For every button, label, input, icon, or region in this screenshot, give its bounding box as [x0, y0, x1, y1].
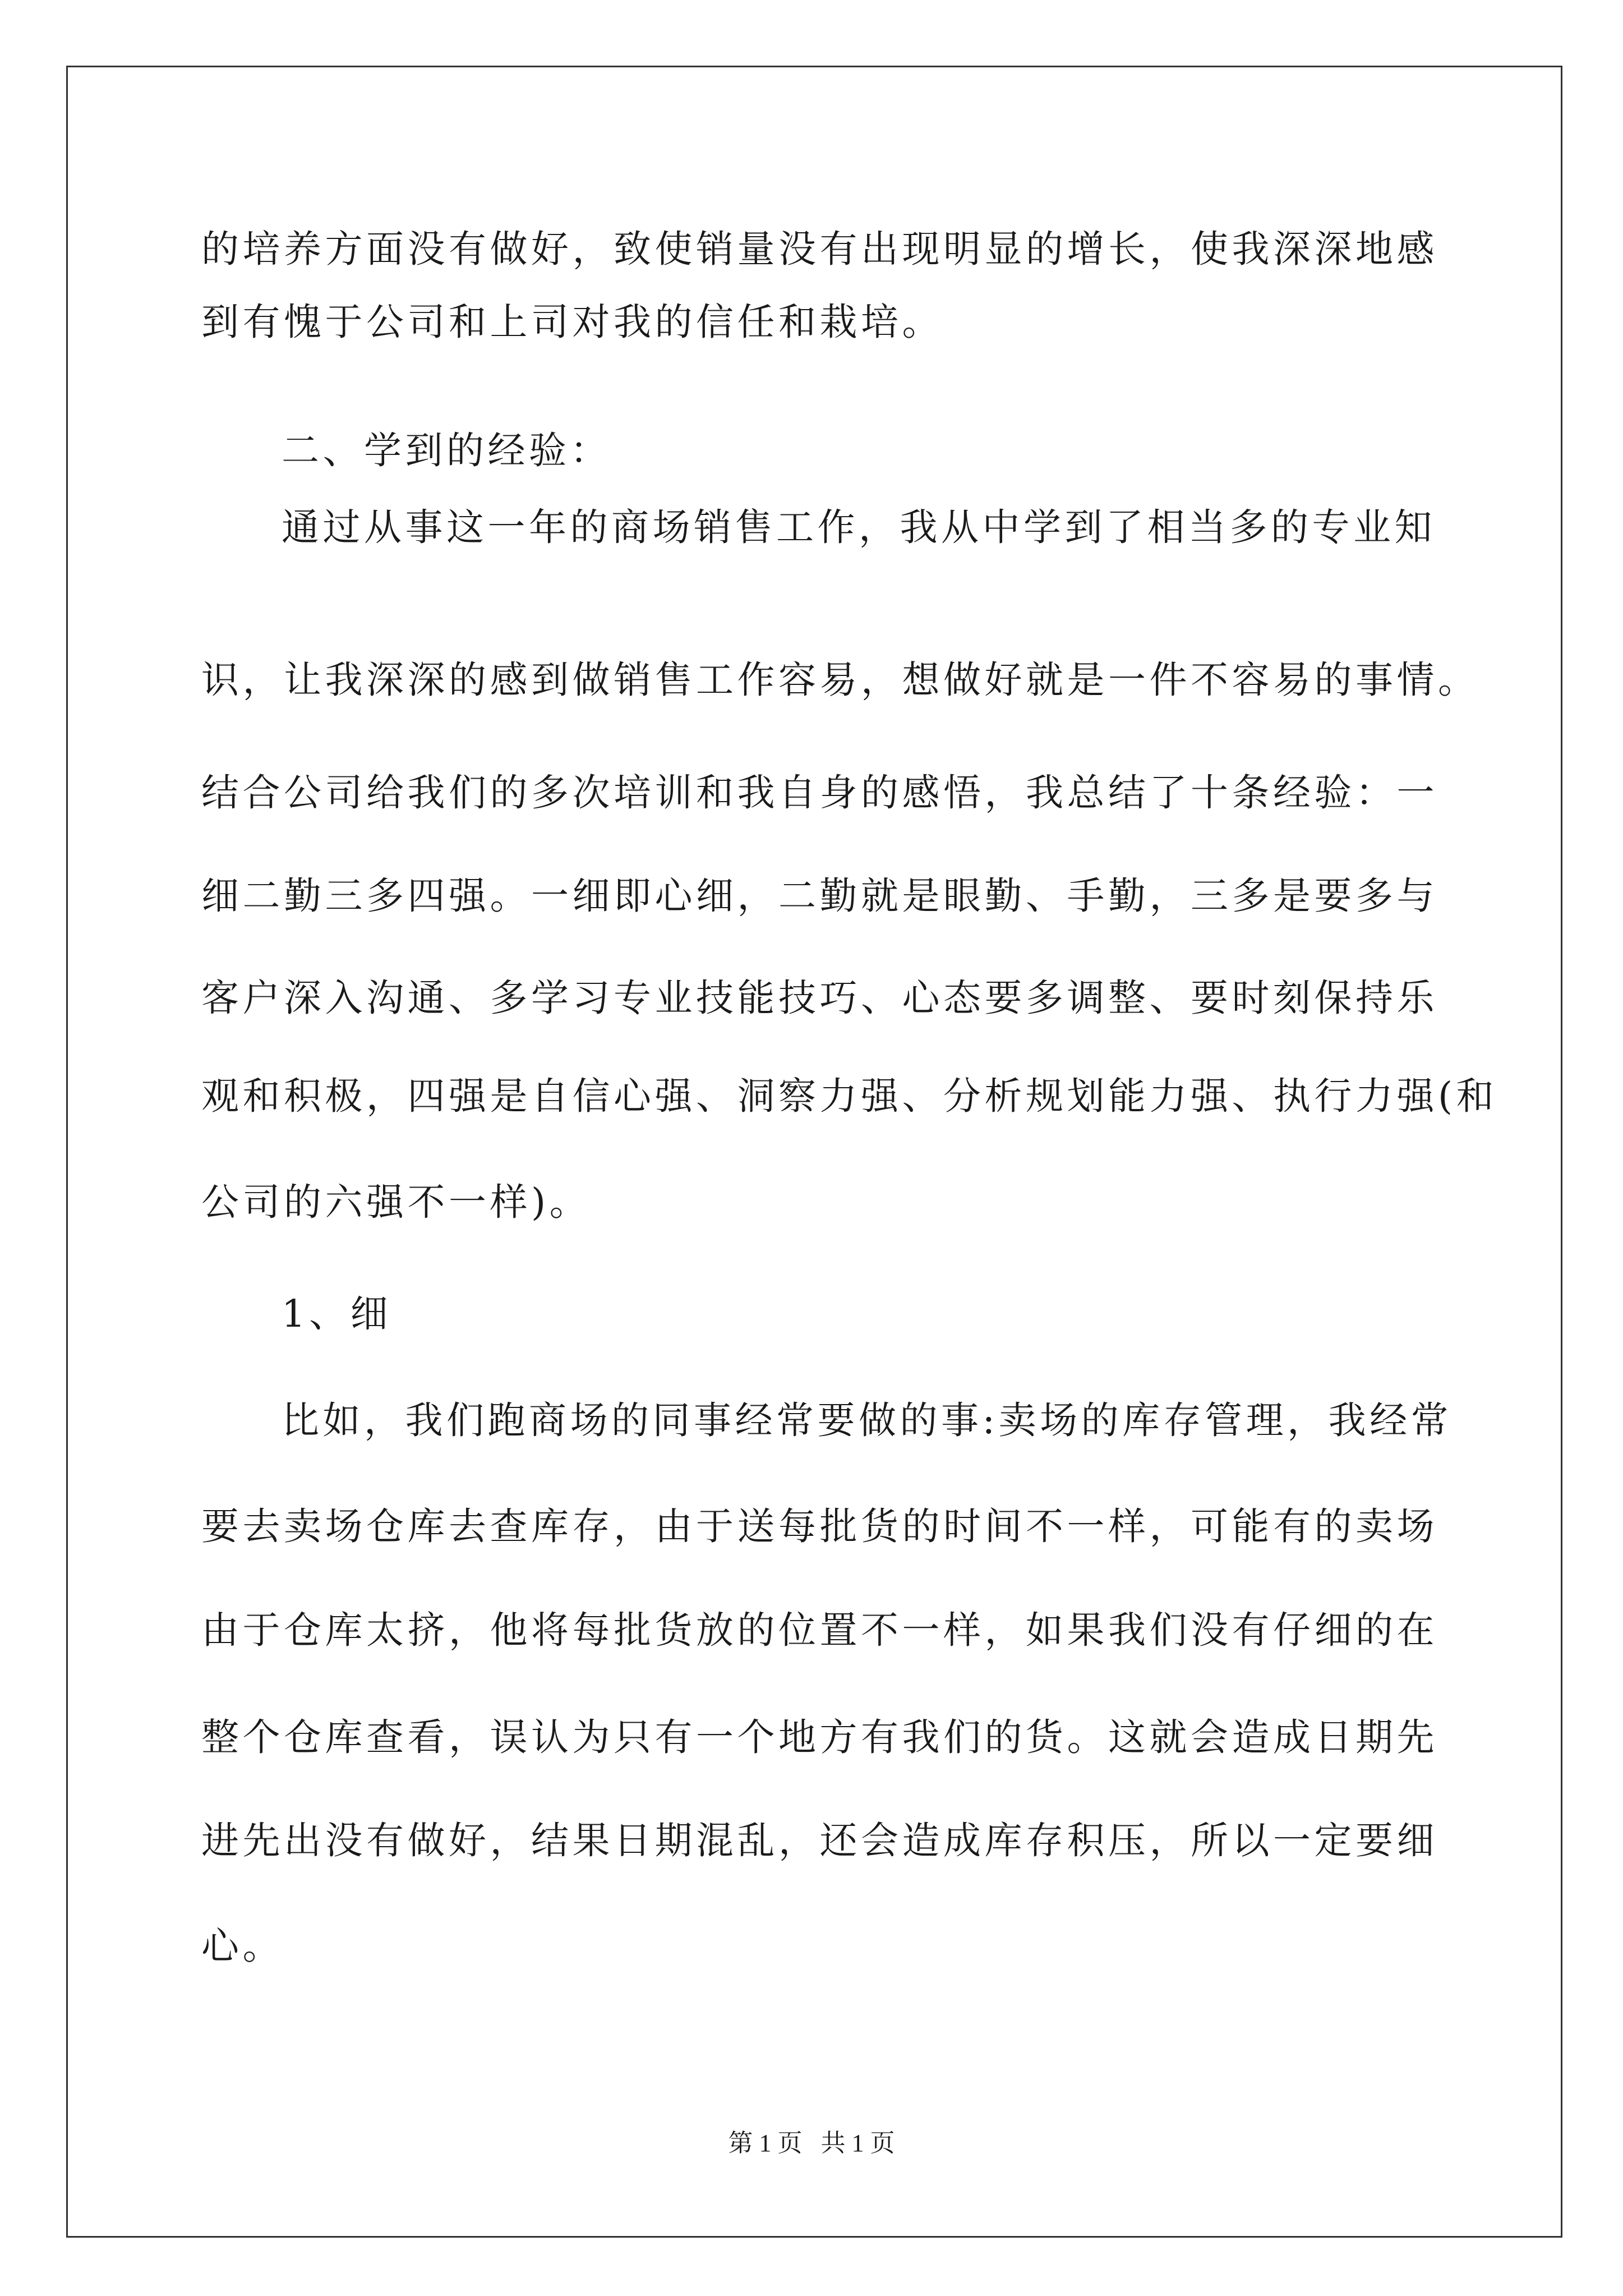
text-line-10: 公司的六强不一样)。 — [201, 1180, 591, 1224]
text-line-2: 到有愧于公司和上司对我的信任和栽培。 — [201, 300, 943, 344]
section-heading-experience: 二、学到的经验： — [282, 429, 611, 472]
text-line-5: 识，让我深深的感到做销售工作容易，想做好就是一件不容易的事情。 — [201, 658, 1479, 702]
text-line-1: 的培养方面没有做好，致使销量没有出现明显的增长，使我深深地感 — [201, 227, 1438, 271]
subheading-detail: 1、细 — [282, 1292, 392, 1336]
text-line-17: 心。 — [201, 1924, 284, 1968]
page-border — [66, 66, 1562, 2238]
text-line-7: 细二勤三多四强。一细即心细，二勤就是眼勤、手勤，三多是要多与 — [201, 874, 1438, 918]
text-line-9: 观和积极，四强是自信心强、洞察力强、分析规划能力强、执行力强(和 — [201, 1074, 1498, 1118]
text-line-12: 比如，我们跑商场的同事经常要做的事:卖场的库存管理，我经常 — [282, 1398, 1453, 1442]
text-line-16: 进先出没有做好，结果日期混乱，还会造成库存积压，所以一定要细 — [201, 1819, 1438, 1862]
text-line-13: 要去卖场仓库去查库存，由于送每批货的时间不一样，可能有的卖场 — [201, 1504, 1438, 1548]
page-number-footer: 第 1 页 共 1 页 — [728, 2129, 895, 2157]
text-line-14: 由于仓库太挤，他将每批货放的位置不一样，如果我们没有仔细的在 — [201, 1608, 1438, 1652]
text-line-8: 客户深入沟通、多学习专业技能技巧、心态要多调整、要时刻保持乐 — [201, 976, 1438, 1020]
text-line-15: 整个仓库查看，误认为只有一个地方有我们的货。这就会造成日期先 — [201, 1715, 1438, 1759]
text-line-4: 通过从事这一年的商场销售工作，我从中学到了相当多的专业知 — [282, 505, 1436, 549]
text-line-6: 结合公司给我们的多次培训和我自身的感悟，我总结了十条经验：一 — [201, 771, 1438, 815]
